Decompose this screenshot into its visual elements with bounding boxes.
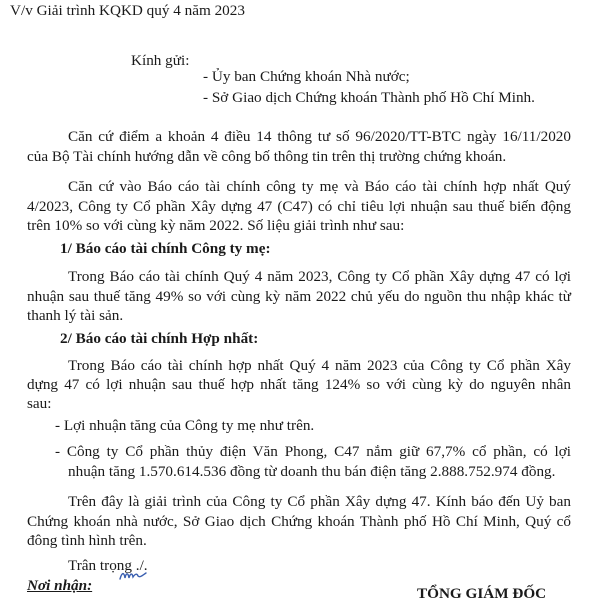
section-parent-line: Trong Báo cáo tài chính Quý 4 năm 2023, Công ty Cổ phần Xây dựng 47 có lợi — [68, 268, 571, 285]
signature-scribble — [118, 568, 148, 582]
paragraph-legal-basis-line: Căn cứ điểm a khoản 4 điều 14 thông tư số 96/2020/TT-BTC ngày 16/11/2020 — [68, 128, 571, 145]
subject-line: V/v Giải trình KQKD quý 4 năm 2023 — [10, 2, 245, 19]
paragraph-basis-line: trên 10% so với cùng kỳ năm 2022. Số liệu giải trình như sau: — [27, 217, 405, 234]
recipients-label: Nơi nhận: — [27, 577, 93, 594]
bullet-item: - Lợi nhuận tăng của Công ty mẹ như trên. — [55, 417, 315, 434]
section-consolidated-line: sau: — [27, 395, 52, 412]
section-consolidated-line: dựng 47 có lợi nhuận sau thuế hợp nhất tăng 124% so với cùng kỳ do nguyên nhân — [27, 376, 571, 393]
section-parent-line: nhuận sau thuế tăng 49% so với cùng kỳ năm 2022 chủ yếu do nguồn thu nhập khác từ — [27, 288, 571, 305]
recipient-item: - Ủy ban Chứng khoán Nhà nước; — [203, 68, 410, 85]
closing-line: đông tình hình trên. — [27, 532, 147, 549]
paragraph-basis-line: 4/2023, Công ty Cổ phần Xây dựng 47 (C47) có chỉ tiêu lợi nhuận sau thuế biến động — [27, 198, 571, 215]
signer-title: TỔNG GIÁM ĐỐC — [417, 585, 547, 600]
recipient-item: - Sở Giao dịch Chứng khoán Thành phố Hồ Chí Minh. — [203, 89, 535, 106]
bullet-item: - Công ty Cổ phần thủy điện Văn Phong, C47 nắm giữ 67,7% cổ phần, có lợi — [55, 443, 571, 460]
bullet-item-continuation: nhuận tăng 1.570.614.536 đồng từ doanh thu bán điện tăng 2.888.752.974 đồng. — [68, 463, 556, 480]
closing-line: Trên đây là giải trình của Công ty Cổ phần Xây dựng 47. Kính báo đến Uỷ ban — [68, 493, 571, 510]
section-parent-line: thanh lý tài sản. — [27, 307, 124, 324]
section-consolidated-line: Trong Báo cáo tài chính hợp nhất Quý 4 năm 2023 của Công ty Cổ phần Xây — [68, 357, 571, 374]
paragraph-basis-line: Căn cứ vào Báo cáo tài chính công ty mẹ và Báo cáo tài chính hợp nhất Quý — [68, 178, 571, 195]
closing-line: Chứng khoán nhà nước, Sở Giao dịch Chứng khoán Thành phố Hồ Chí Minh, Quý cổ — [27, 513, 571, 530]
regards-text: Trân trọng ./. — [68, 557, 148, 574]
paragraph-legal-basis-line: của Bộ Tài chính hướng dẫn về công bố thông tin trên thị trường chứng khoán. — [27, 148, 507, 165]
section-heading-parent: 1/ Báo cáo tài chính Công ty mẹ: — [60, 240, 271, 257]
section-heading-consolidated: 2/ Báo cáo tài chính Hợp nhất: — [60, 330, 259, 347]
recipient-greeting: Kính gửi: — [131, 52, 190, 69]
